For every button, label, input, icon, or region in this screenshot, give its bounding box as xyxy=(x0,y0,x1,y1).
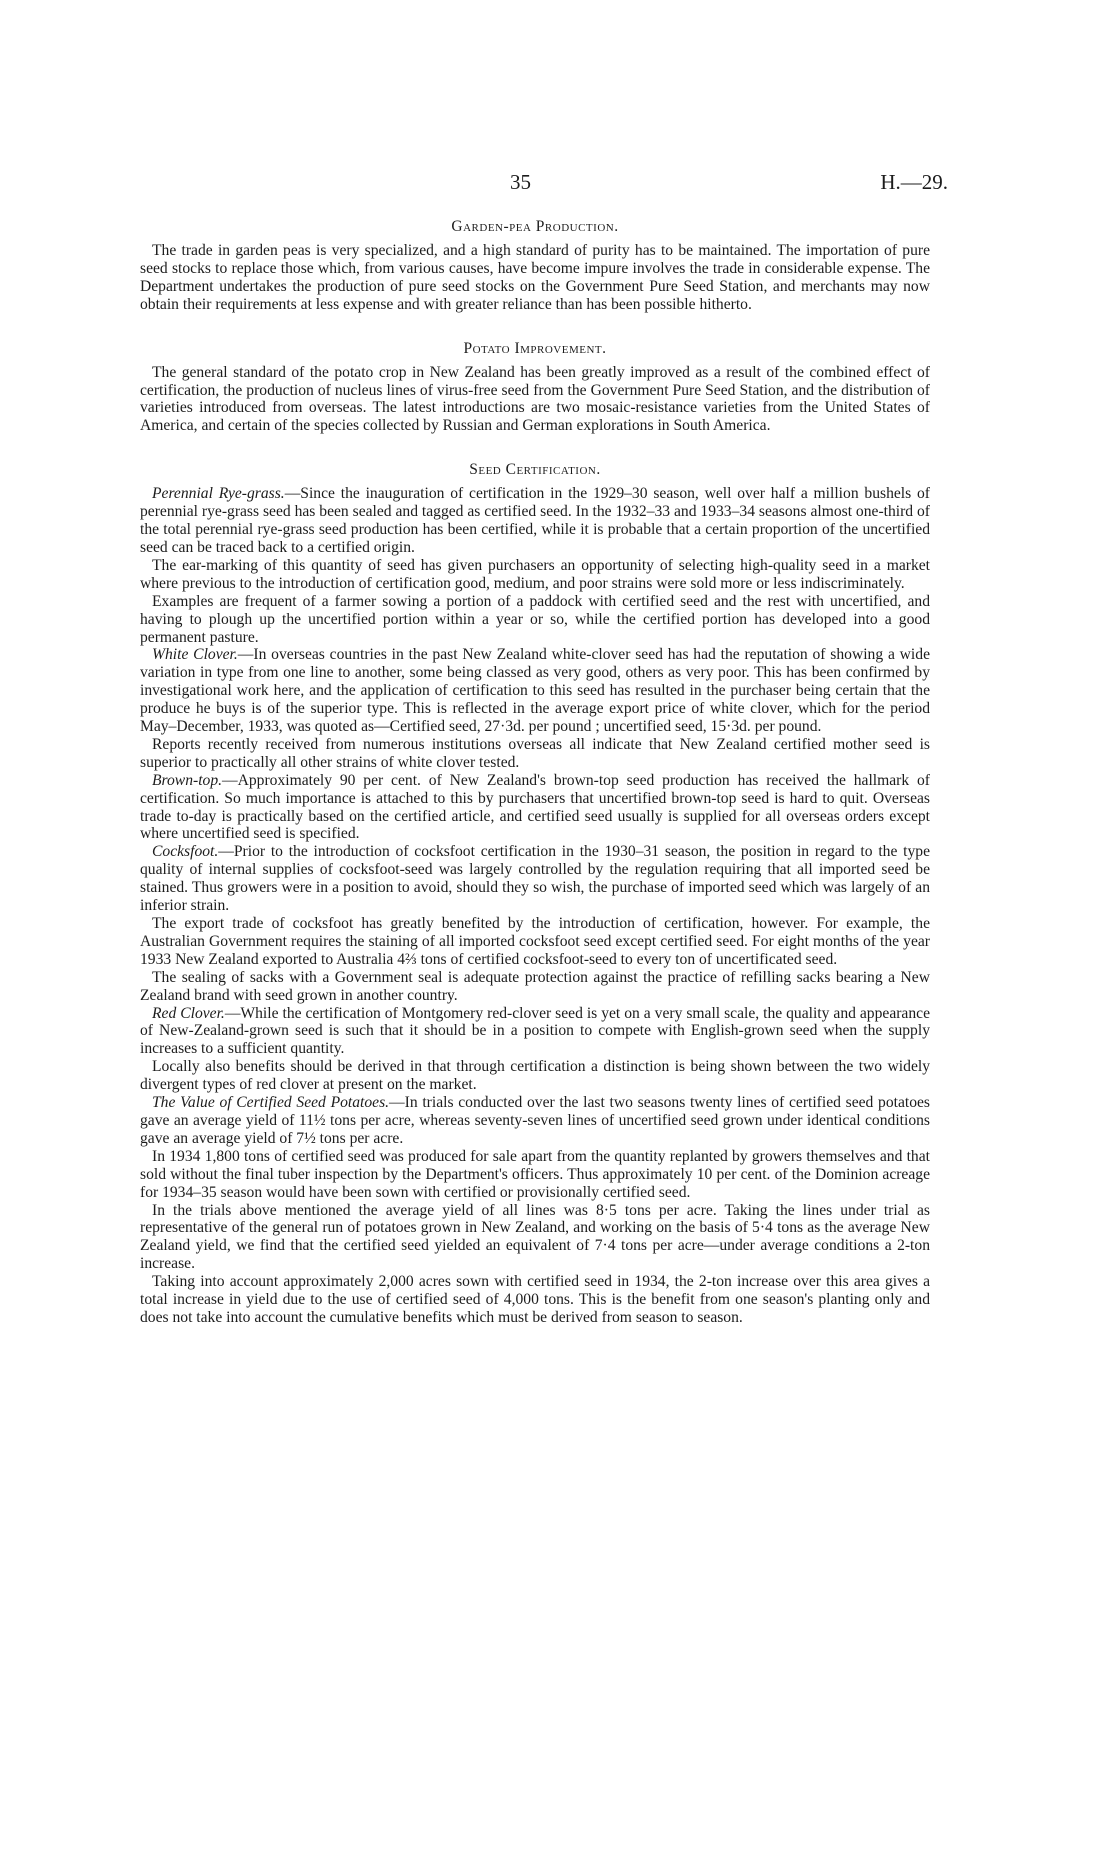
paragraph xyxy=(140,646,930,736)
section-potato-improvement xyxy=(140,340,930,436)
paragraph xyxy=(140,1273,930,1327)
page-header xyxy=(0,170,1114,200)
paragraph-text: —Since the inauguration of certification in the 1929–30 season, well over half a million bushels of perennial rye-grass seed has been sealed and tagged as certified seed. In the 1932–33 and 1933–34 seasons almost one-third of the total perennial rye-grass seed production has been certified, while it is probable that a certain proportion of the uncertified seed can be traced back to a certified origin. xyxy=(140,485,930,556)
paragraph-lead: The Value of Certified Seed Potatoes. xyxy=(152,1094,390,1112)
paragraph-text: —In trials conducted over the last two seasons twenty lines of certified seed potatoes gave an average yield of 11½ tons per acre, whereas seventy-seven lines of uncertified seed grown under identical conditions gave an average yield of 7½ tons per acre. xyxy=(140,1094,930,1147)
paragraph-text: Locally also benefits should be derived in that through certification a distinction is being shown between the two widely divergent types of red clover at present on the market. xyxy=(140,1058,930,1094)
section-heading: Garden-pea Production. xyxy=(451,218,619,235)
paragraph xyxy=(140,843,930,915)
paragraph-text: —Prior to the introduction of cocksfoot certification in the 1930–31 season, the position in regard to the type quality of internal supplies of cocksfoot-seed was largely controlled by the regulation requiring that all imported seed be stained. Thus growers were in a position to avoid, should they so wish, the purchase of imported seed which was largely of an inferior strain. xyxy=(140,843,930,915)
paragraph-text: —Approximately 90 per cent. of New Zealand's brown-top seed production has received the hallmark of certification. So much importance is attached to this by purchasers that uncertified brown-top seed is hard to quit. Overseas trade to-day is practically based on the certified article, and certified seed usually is supplied for all overseas orders except where uncertified seed is specified. xyxy=(140,771,930,843)
page-number: 35 xyxy=(510,170,531,194)
paragraph-text: In the trials above mentioned the average yield of all lines was 8·5 tons per acre. Taking the lines under trial as representative of the general run of potatoes grown in New Zealand, and working on the basis of 5·4 tons as the average New Zealand yield, we find that the certified seed yielded an equivalent of 7·4 tons per acre—under average conditions a 2-ton increase. xyxy=(140,1201,930,1273)
paragraph xyxy=(140,1202,930,1274)
section-heading: Seed Certification. xyxy=(469,461,601,479)
paragraph-text: The general standard of the potato crop in New Zealand has been greatly improved as a result of the combined effect of certification, the production of nucleus lines of virus-free seed from the Government Pure Seed Station, and the distribution of varieties introduced from overseas. The latest introductions are two mosaic-resistance varieties from the United States of America, and certain of the species collected by Russian and German explorations in South America. xyxy=(140,363,930,435)
paragraph-lead: Perennial Rye-grass. xyxy=(152,485,285,503)
paragraph-text: —While the certification of Montgomery red-clover seed is yet on a very small scale, the quality and appearance of New-Zealand-grown seed is such that it should be in a position to compete with English-grown seed when the supply increases to a sufficient quantity. xyxy=(140,1004,930,1058)
section-heading: Potato Improvement. xyxy=(463,339,607,357)
paragraph xyxy=(140,736,930,772)
paragraph xyxy=(140,772,930,844)
paragraph xyxy=(140,915,930,969)
paragraph xyxy=(140,1058,930,1094)
paragraph xyxy=(140,1005,930,1059)
paragraph-text: Taking into account approximately 2,000 acres sown with certified seed in 1934, the 2-ton increase over this area gives a total increase in yield due to the use of certified seed of 4,000 tons. This is the benefit from one season's planting only and does not take into account the cumulative benefits which must be derived from season to season. xyxy=(140,1273,930,1326)
paragraph-lead: Red Clover. xyxy=(152,1004,225,1022)
section-seed-certification xyxy=(140,461,930,1327)
paragraph-text: The sealing of sacks with a Government seal is adequate protection against the practice of refilling sacks bearing a New Zealand brand with seed grown in another country. xyxy=(140,968,930,1004)
document-reference: H.—29. xyxy=(880,170,948,194)
paragraph-text: The export trade of cocksfoot has greatly benefited by the introduction of certification, however. For example, the Australian Government requires the staining of all imported cocksfoot seed except certified seed. For eight months of the year 1933 New Zealand exported to Australia 4⅔ tons of certified cocksfoot-seed to every ton of uncertificated seed. xyxy=(140,915,930,968)
paragraph-lead: Brown-top. xyxy=(152,771,223,789)
paragraph xyxy=(140,557,930,593)
paragraph xyxy=(140,242,930,314)
paragraph xyxy=(140,364,930,436)
paragraph-lead: White Clover. xyxy=(152,646,238,664)
paragraph xyxy=(140,485,930,557)
paragraph-text: In 1934 1,800 tons of certified seed was produced for sale apart from the quantity replanted by growers themselves and that sold without the final tuber inspection by the Department's officers. Thus approximately 10 per cent. of the Dominion acreage for 1934–35 season would have been sown with certified or provisionally certified seed. xyxy=(140,1147,930,1201)
paragraph-text: The ear-marking of this quantity of seed has given purchasers an opportunity of selecting high-quality seed in a market where previous to the introduction of certification good, medium, and poor strains were sold more or less indiscriminately. xyxy=(140,556,930,592)
paragraph-text: Examples are frequent of a farmer sowing a portion of a paddock with certified seed and the rest with uncertified, and having to plough up the uncertified portion within a year or so, while the certified portion has developed into a good permanent pasture. xyxy=(140,592,930,646)
paragraph xyxy=(140,593,930,647)
paragraph xyxy=(140,1094,930,1148)
paragraph xyxy=(140,969,930,1005)
document-body xyxy=(140,218,930,1327)
paragraph-text: —In overseas countries in the past New Zealand white-clover seed has had the reputation of showing a wide variation in type from one line to another, some being classed as very good, others as very poor. This has been confirmed by investigational work here, and the application of certification to this seed has resulted in the purchaser being certain that the produce he buys is of the superior type. This is reflected in the average export price of white clover, which for the period May–December, 1933, was quoted as—Certified seed, 27·3d. per pound ; uncertified seed, 15·3d. per pound. xyxy=(140,646,930,736)
paragraph-lead: Cocksfoot. xyxy=(152,843,219,861)
section-garden-pea-production xyxy=(140,218,930,314)
paragraph xyxy=(140,1148,930,1202)
paragraph-text: Reports recently received from numerous institutions overseas all indicate that New Zealand certified mother seed is superior to practically all other strains of white clover tested. xyxy=(140,735,930,771)
paragraph-text: The trade in garden peas is very specialized, and a high standard of purity has to be maintained. The importation of pure seed stocks to replace those which, from various causes, have become impure involves the trade in considerable expense. The Department undertakes the production of pure seed stocks on the Government Pure Seed Station, and merchants may now obtain their requirements at less expense and with greater reliance than has been possible hitherto. xyxy=(140,242,930,313)
